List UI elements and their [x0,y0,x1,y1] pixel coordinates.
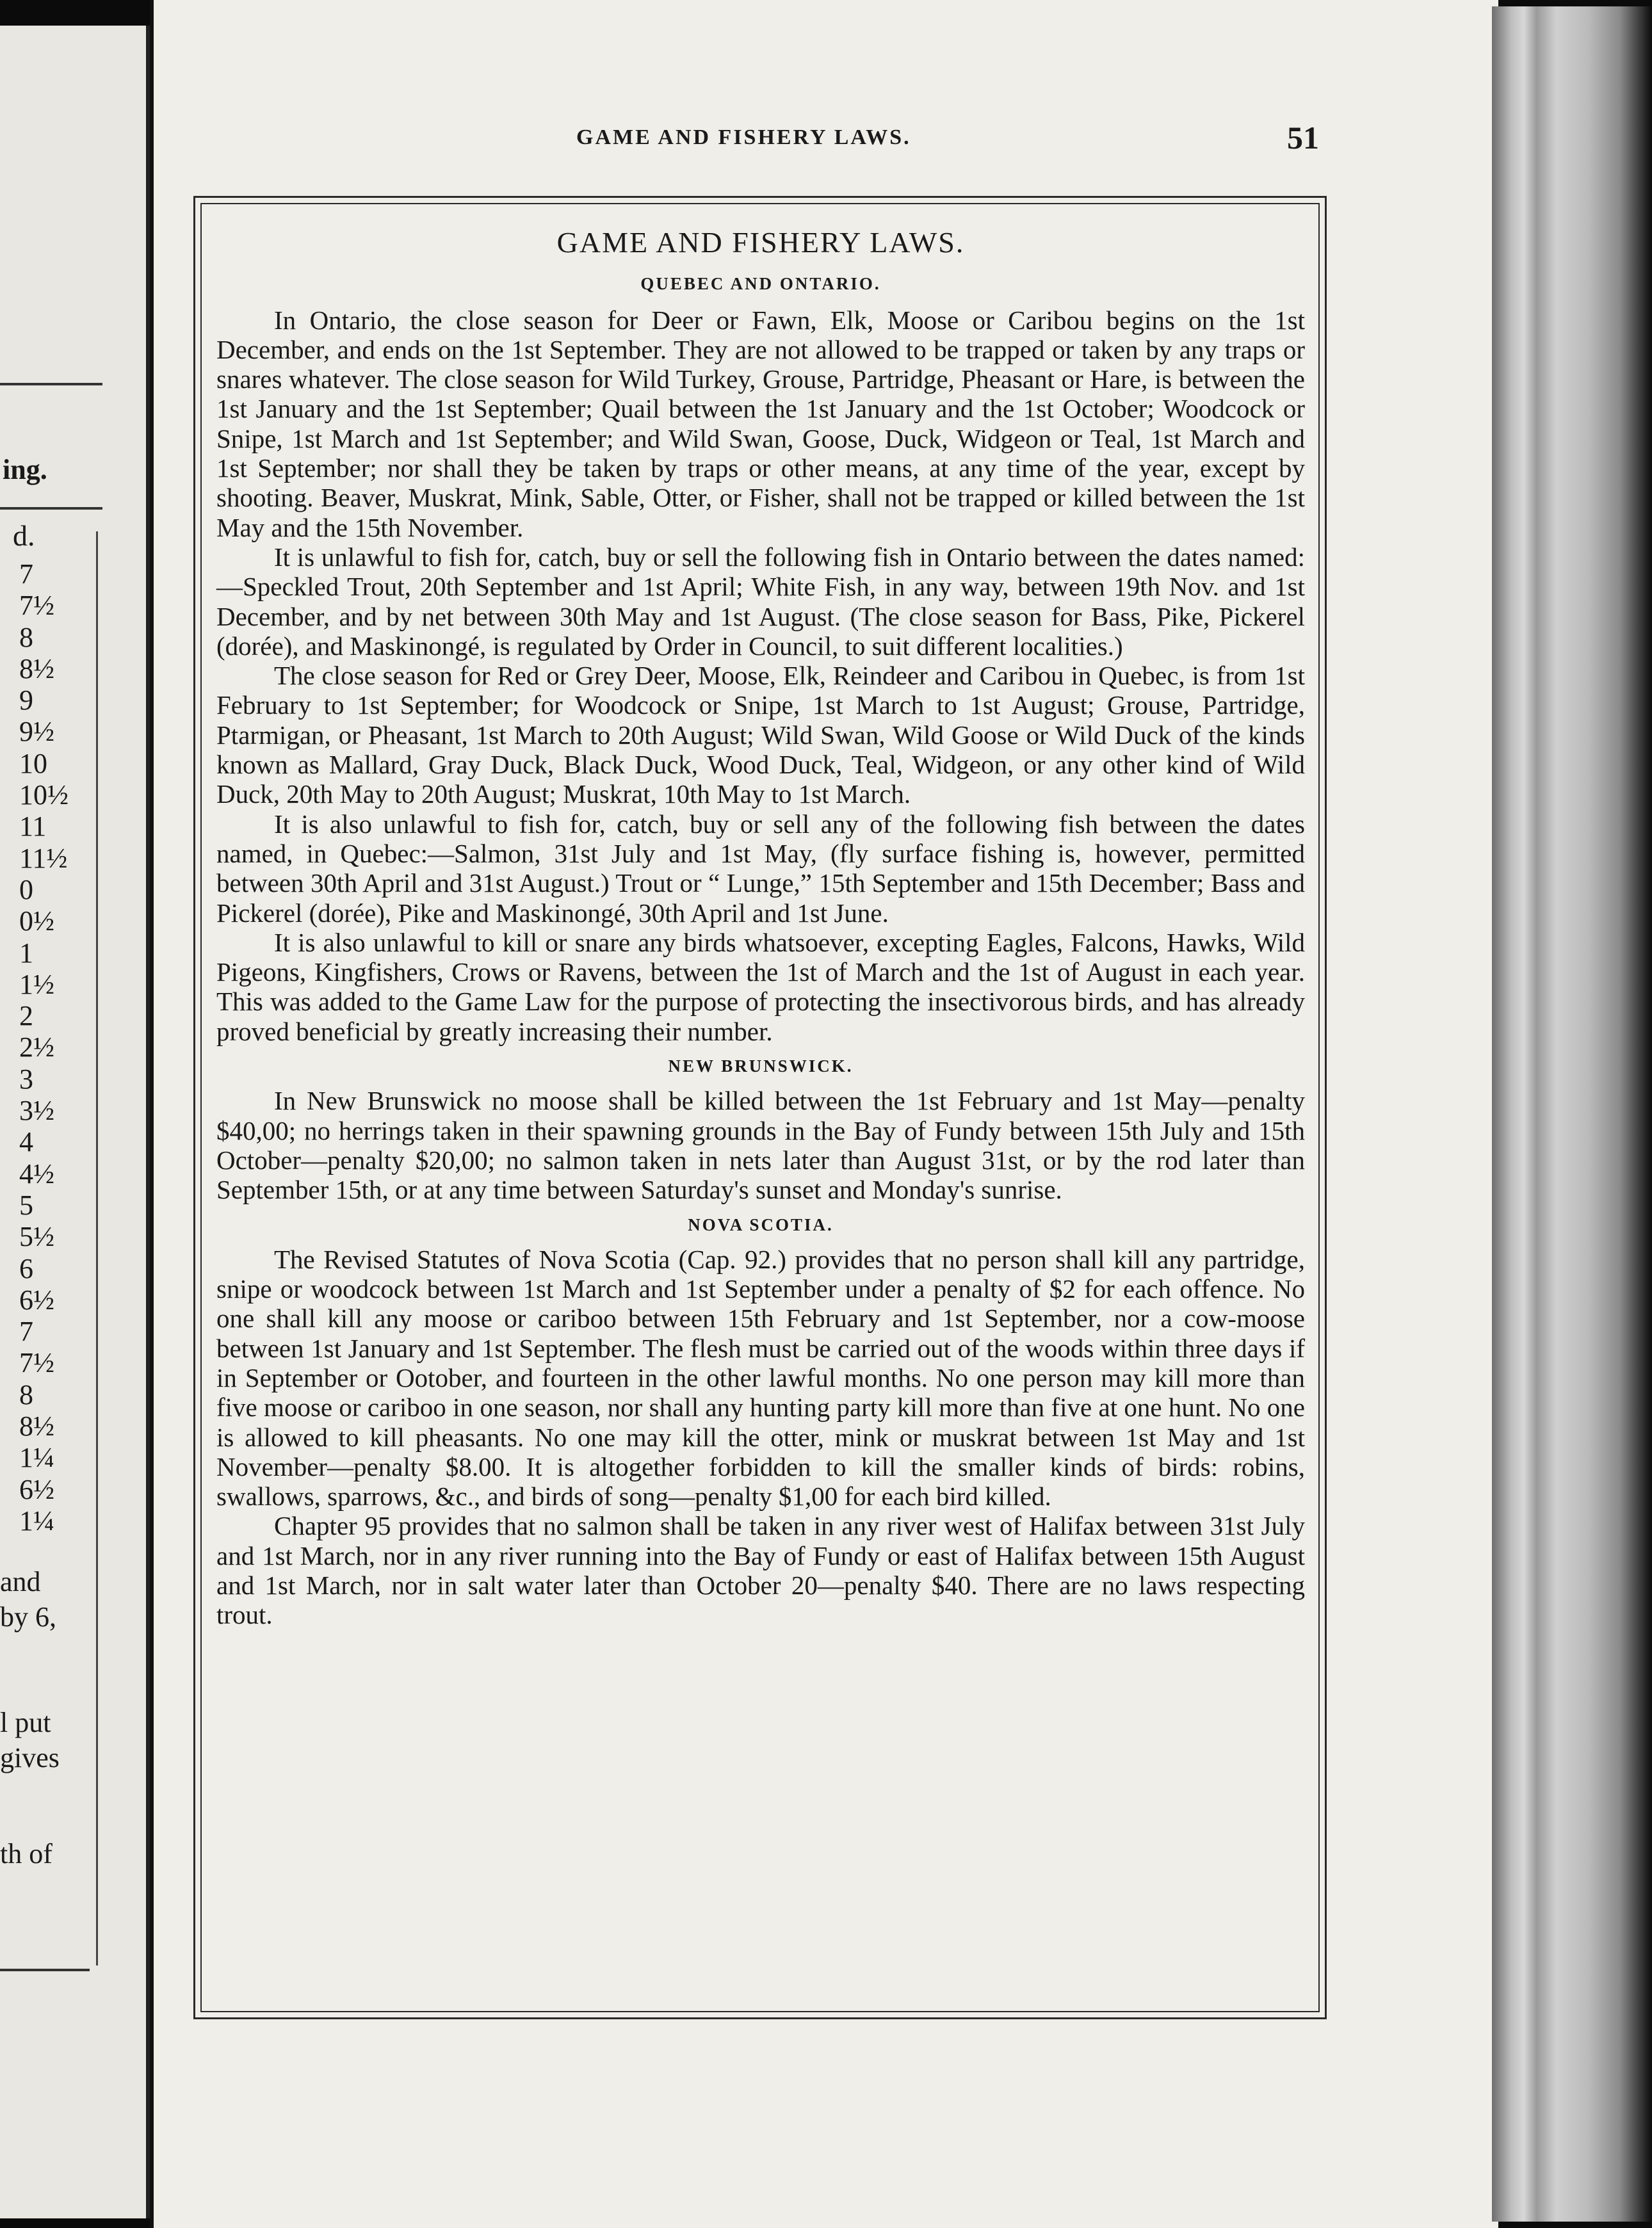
left-page-value: 6½ [19,1284,54,1316]
left-page-text-fragment: gives [0,1742,60,1773]
left-page-value: 2½ [19,1031,54,1063]
left-page-rule [0,507,102,510]
left-page-value: 3½ [19,1095,54,1127]
left-page-value: 7½ [19,590,54,622]
left-page-value: 1¼ [19,1442,54,1474]
left-page-text-fragment: and [0,1566,41,1597]
left-page-value: 7 [19,558,33,590]
section-heading-new-brunswick: NEW BRUNSWICK. [668,1056,854,1076]
paragraph: Chapter 95 provides that no salmon shall be taken in any river west of Halifax between 31st July and 1st March, nor in any river running into the Bay of Fundy or east of Halifax between 15th August and 1st March, nor in salt water later than October 20—penalty $40. There are no laws respecting trout. [216,1511,1305,1630]
left-page-value: 7 [19,1316,33,1348]
left-page-value: 6 [19,1252,33,1284]
page-edges [1492,6,1652,2222]
left-page-value: 11½ [19,842,68,874]
paragraph: It is also unlawful to fish for, catch, buy or sell any of the following fish between the dates named, in Quebec:—Salmon, 31st July and 1st May, (fly surface fishing is, however, permitted between 30th April and 31st August.) Trout or “ Lunge,” 15th September and 15th December; Bass and Pickerel (dorée), Pike and Maskinongé, 30th April and 1st June. [216,809,1305,928]
left-page-value: 4½ [19,1158,54,1190]
paragraph: The Revised Statutes of Nova Scotia (Cap. 92.) provides that no person shall kill any partridge, snipe or woodcock between 1st March and 1st September under a penalty of $2 for each offence. No one shall kill any moose or cariboo between 15th February and 1st September, nor a cow-moose between 1st January and 1st September. The flesh must be carried out of the woods within three days if in September or Ootober, and fourteen in the other lawful months. No one person may kill more than five moose or cariboo in one season, nor shall any hunting party kill more than five at one hunt. No one is allowed to kill pheasants. No one may kill the otter, mink or muskrat between 1st May and 1st November—penalty $8.00. It is altogether forbidden to kill the smaller kinds of birds: robins, swallows, sparrows, &c., and birds of song—penalty $1,00 for each bird killed. [216,1244,1305,1512]
left-page-text-fragment: l put [0,1707,51,1738]
left-page-value: 6½ [19,1473,54,1505]
page-number: 51 [1287,120,1319,156]
left-page-value: 11 [19,811,47,843]
article [216,228,1305,1630]
left-page-value: 8 [19,621,33,653]
left-page-value: 7½ [19,1347,54,1379]
left-page-rule [0,1969,90,1971]
paragraph: In Ontario, the close season for Deer or Fawn, Elk, Moose or Caribou begins on the 1st December, and ends on the 1st September. They are not allowed to be trapped or taken by any traps or snares whatever. The close season for Wild Turkey, Grouse, Partridge, Pheasant or Hare, is between the 1st January and the 1st September; Quail between the 1st January and the 1st October; Woodcock or Snipe, 1st March and 1st September; and Wild Swan, Goose, Duck, Widgeon or Teal, 1st March and 1st September; nor shall they be taken by traps or other means, at any time of the year, except by shooting. Beaver, Muskrat, Mink, Sable, Otter, or Fisher, shall not be trapped or killed between the 1st May and the 15th November. [216,305,1305,542]
left-page-column-header: d. [13,519,35,552]
left-page-value: 8 [19,1378,33,1410]
paragraph: In New Brunswick no moose shall be killed between the 1st February and 1st May—penalty $40,00; no herrings taken in their spawning grounds in the Bay of Fundy between 15th July and 15th October—penalty $20,00; no salmon taken in nets later than August 31st, or by the rod later than September 15th, or at any time between Saturday's sunset and Monday's sunrise. [216,1086,1305,1205]
left-page-text-fragment: by 6, [0,1601,56,1633]
left-page-value: 4 [19,1126,33,1158]
left-page-value: 9 [19,684,33,716]
left-page-value: 9½ [19,716,54,748]
left-page-text-fragment: th of [0,1838,53,1869]
left-page-value: 1¼ [19,1505,54,1537]
left-page-column-values [19,558,96,1537]
left-page-value: 8½ [19,1410,54,1442]
left-page-column-rule [96,531,98,1966]
section-heading-quebec-ontario: QUEBEC AND ONTARIO. [640,274,881,294]
left-page-value: 0½ [19,905,54,937]
paragraph: The close season for Red or Grey Deer, Moose, Elk, Reindeer and Caribou in Quebec, is from 1st February to 1st September; for Woodcock or Snipe, 1st March to 1st August; Grouse, Partridge, Ptarmigan, or Pheasant, 1st March to 20th August; Wild Swan, Wild Goose or Wild Duck of the kinds known as Mallard, Gray Duck, Black Duck, Wood Duck, Teal, Widgeon, or any other kind of Wild Duck, 20th May to 20th August; Muskrat, 10th May to 1st March. [216,661,1305,809]
left-page-value: 3 [19,1063,33,1095]
left-page-value: 5 [19,1189,33,1221]
left-page-value: 10 [19,747,47,779]
section-heading-nova-scotia: NOVA SCOTIA. [688,1215,834,1234]
left-page-value: 8½ [19,652,54,684]
left-page-value: 10½ [19,779,69,811]
left-page-value: 5½ [19,1221,54,1253]
left-facing-page [0,26,150,2218]
running-head-title: GAME AND FISHERY LAWS. [576,125,911,149]
left-page-rule [0,383,102,385]
left-page-value: 1½ [19,968,54,1000]
paragraph: It is unlawful to fish for, catch, buy or sell the following fish in Ontario between the dates named:—Speckled Trout, 20th September and 1st April; White Fish, in any way, between 19th Nov. and 1st December, and by net between 30th May and 1st August. (The close season for Bass, Pike, Pickerel (dorée), and Maskinongé, is regulated by Order in Council, to suit different localities.) [216,542,1305,661]
left-page-value: 0 [19,873,33,905]
left-page-value: 2 [19,1000,33,1032]
left-page-value: 1 [19,937,33,969]
paragraph: It is also unlawful to kill or snare any birds whatsoever, excepting Eagles, Falcons, Hawks, Wild Pigeons, Kingfishers, Crows or Ravens, between the 1st of March and the 1st of August in each year. This was added to the Game Law for the purpose of protecting the insectivorous birds, and has already proved beneficial by greatly increasing their number. [216,927,1305,1046]
left-page-heading-fragment: ing. [3,454,47,485]
article-title: GAME AND FISHERY LAWS. [556,226,965,259]
